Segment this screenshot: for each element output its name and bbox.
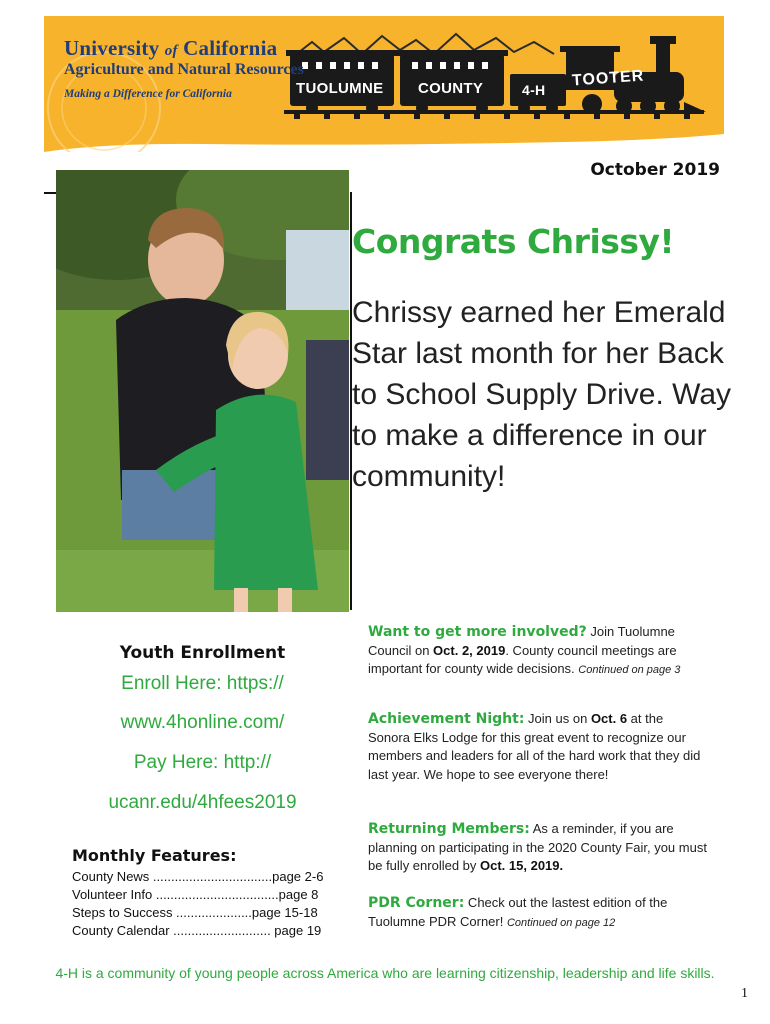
page-number: 1	[741, 986, 748, 1001]
features-list	[72, 868, 340, 940]
continued-note: Continued on page 12	[506, 916, 616, 929]
train-label-tuolumne: TUOLUMNE	[296, 80, 384, 97]
lead-paragraph: Chrissy earned her Emerald Star last month for her Back to School Supply Drive. Way to make a difference in our community!	[352, 296, 732, 493]
train-label-tooter: TOOTER	[571, 67, 645, 90]
continued-note: Continued on page 3	[578, 664, 681, 676]
list-item: County News .................................page 2-6	[72, 869, 324, 884]
enroll-link[interactable]: Enroll Here: https://	[121, 673, 284, 694]
pay-url[interactable]: ucanr.edu/4hfees2019	[108, 792, 297, 813]
footer-tagline: 4-H is a community of young people across America who are learning citizenship, leadership and life skills.	[55, 965, 715, 981]
train-label-county: COUNTY	[418, 80, 484, 97]
item-achievement-night: Achievement Night: Join us on Oct. 6 at the Sonora Elks Lodge for this great event to recognize our members and leaders for all of the hard work that they did last year. We hope to see everyone there!	[368, 711, 701, 782]
list-item: Steps to Success .....................page 15-18	[72, 905, 318, 920]
item-label: Want to get more involved?	[368, 624, 587, 640]
enroll-url[interactable]: www.4honline.com/	[120, 712, 285, 733]
monthly-features-heading: Monthly Features:	[72, 846, 237, 865]
train-label-4h: 4-H	[522, 82, 546, 98]
list-item: Volunteer Info ..................................page 8	[72, 887, 319, 902]
headline: Congrats Chrissy!	[352, 222, 675, 261]
issue-date: October 2019	[590, 160, 720, 180]
item-pdr-corner: PDR Corner: Check out the lastest edition of the Tuolumne PDR Corner! Continued on page 12	[368, 895, 668, 929]
item-get-involved: Want to get more involved? Join Tuolumne Council on Oct. 2, 2019. County council meetings are important for county wide decisions. Continued on page 3	[368, 624, 681, 676]
list-item: County Calendar ........................... page 19	[72, 923, 322, 938]
pay-link[interactable]: Pay Here: http://	[133, 752, 272, 773]
uc-subtitle: Agriculture and Natural Resources	[64, 61, 304, 78]
item-label: Achievement Night:	[368, 711, 525, 727]
uc-title: University of California	[64, 36, 278, 60]
youth-enrollment-heading: Youth Enrollment	[119, 643, 286, 663]
chrissy-photo	[56, 170, 349, 612]
uc-tagline: Making a Difference for California	[64, 88, 232, 100]
item-label: Returning Members:	[368, 821, 530, 837]
item-label: PDR Corner:	[368, 895, 465, 911]
masthead-banner	[44, 16, 724, 152]
item-returning-members: Returning Members: As a reminder, if you are planning on participating in the 2020 County Fair, you must be fully enrolled by Oct. 15, 2019.	[368, 821, 707, 873]
